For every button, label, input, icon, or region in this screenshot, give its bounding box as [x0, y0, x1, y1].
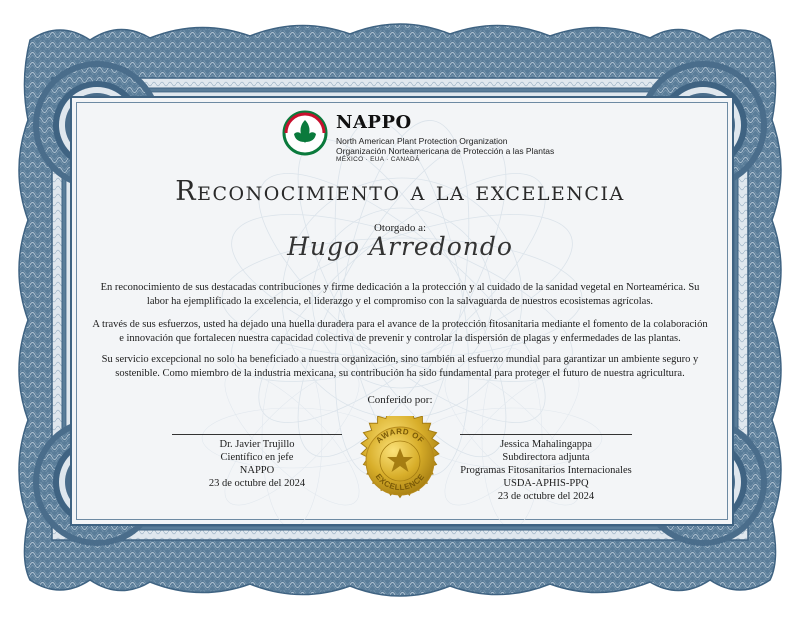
- organization-spanish-name: Organización Norteamericana de Protección a las Plantas: [336, 146, 555, 156]
- citation-paragraph-2: A través de sus esfuerzos, usted ha dejado una huella duradera para el avance de la protección fitosanitaria mediante el fomento de la colaboración e innovación que fortalecen nuestra capacidad colectiva de prevenir y controlar la dispersión de plagas y enfermedades de las plantas.: [92, 319, 708, 344]
- organization-locations: MÉXICO · EUA · CANADÁ: [336, 156, 420, 163]
- organization-name: NAPPO: [336, 112, 412, 133]
- organization-header: [282, 110, 555, 163]
- signatory-role: Subdirectora adjunta: [502, 452, 590, 463]
- recipient-name: Hugo Arredondo: [287, 232, 513, 261]
- signature-line-left: [172, 434, 342, 435]
- signatory-role: Científico en jefe: [220, 452, 294, 463]
- certificate-title: Reconocimiento a la excelencia: [175, 176, 625, 207]
- signatory-name: Dr. Javier Trujillo: [219, 439, 295, 450]
- signatory-org: Programas Fitosanitarios Internacionales: [460, 465, 632, 476]
- seal-text-bottom: EXCELLENCE: [373, 472, 427, 493]
- nappo-leaf-emblem-icon: [282, 110, 328, 156]
- signatory-left: [172, 438, 342, 490]
- conferred-by-label: Conferido por:: [367, 394, 433, 406]
- citation-paragraph-3: Su servicio excepcional no solo ha beneficiado a nuestra organización, sino también al esfuerzo mundial para garantizar un ambiente seguro y sostenible. Como miembro de la industria mexicana, su contribución ha sido fundamental para proteger el futuro de nuestra agricultura.: [101, 354, 699, 379]
- signatory-org: NAPPO: [239, 465, 275, 476]
- organization-english-name: North American Plant Protection Organization: [336, 136, 508, 146]
- granted-to-label: Otorgado a:: [373, 222, 427, 234]
- signatory-org-unit: USDA-APHIS-PPQ: [503, 478, 589, 489]
- signatory-date: 23 de octubre del 2024: [497, 491, 595, 502]
- citation-paragraph-1: En reconocimiento de sus destacadas contribuciones y firme dedicación a la protección y al cuidado de la sanidad vegetal en Norteamérica. Su labor ha ejemplificado la excelencia, el liderazgo y el compromiso con la salvaguarda de nuestros ecosistemas agrícolas.: [100, 282, 700, 307]
- signatory-name: Jessica Mahalingappa: [500, 439, 592, 450]
- signatory-date: 23 de octubre del 2024: [208, 478, 306, 489]
- seal-text-top: AWARD OF: [374, 426, 426, 446]
- award-seal: [355, 416, 445, 506]
- signatory-right: [456, 438, 636, 503]
- signature-line-right: [460, 434, 632, 435]
